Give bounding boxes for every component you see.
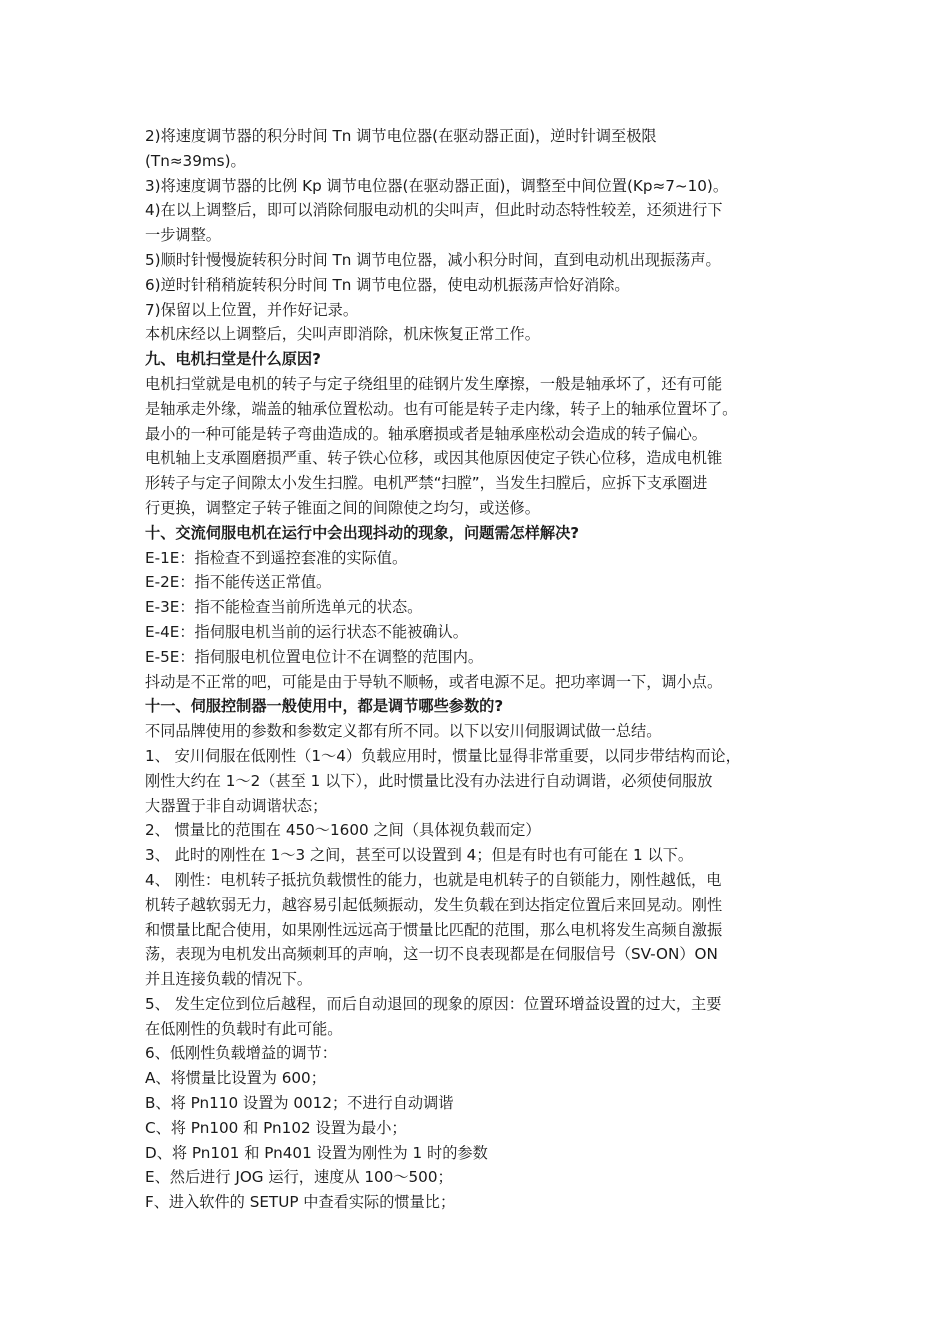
text-line: A、将惯量比设置为 600； (145, 1069, 326, 1088)
text-line: 1、 安川伺服在低刚性（1～4）负载应用时，惯量比显得非常重要，以同步带结构而论， (145, 746, 741, 765)
section-heading: 十、交流伺服电机在运行中会出现抖动的现象，问题需怎样解决? (145, 523, 580, 542)
text-line: E-5E：指伺服电机位置电位计不在调整的范围内。 (145, 647, 484, 666)
text-line: 形转子与定子间隙太小发生扫膛。电机严禁“扫膛”，当发生扫膛后，应拆下支承圈进 (145, 474, 708, 493)
text-line: 机转子越软弱无力，越容易引起低频振动，发生负载在到达指定位置后来回晃动。刚性 (145, 895, 723, 914)
text-line: 6、低刚性负载增益的调节： (145, 1044, 337, 1063)
text-line: 是轴承走外缘，端盖的轴承位置松动。也有可能是转子走内缘，转子上的轴承位置坏了。 (145, 399, 738, 418)
text-line: 大器置于非自动调谐状态； (145, 796, 328, 815)
text-line: E-3E：指不能检查当前所选单元的状态。 (145, 598, 423, 617)
text-line: 并且连接负载的情况下。 (145, 970, 313, 989)
text-line: 5、 发生定位到位后越程，而后自动退回的现象的原因：位置环增益设置的过大，主要 (145, 994, 722, 1013)
text-line: 不同品牌使用的参数和参数定义都有所不同。以下以安川伺服调试做一总结。 (145, 722, 662, 741)
text-line: 一步调整。 (145, 226, 221, 245)
text-line: 6)逆时针稍稍旋转积分时间 Tn 调节电位器，使电动机振荡声恰好消除。 (145, 275, 630, 294)
text-line: 3、 此时的刚性在 1～3 之间，甚至可以设置到 4；但是有时也有可能在 1 以下。 (145, 846, 694, 865)
text-line: 7)保留以上位置，并作好记录。 (145, 300, 359, 319)
text-line: (Tn≈39ms)。 (145, 151, 246, 170)
text-line: 抖动是不正常的吧，可能是由于导轨不顺畅，或者电源不足。把功率调一下，调小点。 (145, 672, 723, 691)
text-line: 2)将速度调节器的积分时间 Tn 调节电位器(在驱动器正面)，逆时针调至极限 (145, 127, 657, 145)
text-line: 4、 刚性：电机转子抵抗负载惯性的能力，也就是电机转子的自锁能力，刚性越低，电 (145, 870, 722, 889)
text-line: 行更换，调整定子转子锥面之间的间隙使之均匀，或送修。 (145, 498, 540, 517)
text-line: 3)将速度调节器的比例 Kp 调节电位器(在驱动器正面)，调整至中间位置(Kp≈7~10)。 (145, 176, 729, 195)
section-heading: 九、电机扫堂是什么原因? (145, 350, 321, 369)
text-line: 最小的一种可能是转子弯曲造成的。轴承磨损或者是轴承座松动会造成的转子偏心。 (145, 424, 707, 443)
text-line: E-4E：指伺服电机当前的运行状态不能被确认。 (145, 622, 468, 641)
text-line: D、将 Pn101 和 Pn401 设置为刚性为 1 时的参数 (145, 1143, 488, 1162)
text-line: B、将 Pn110 设置为 0012；不进行自动调谐 (145, 1094, 454, 1113)
text-line: E-2E：指不能传送正常值。 (145, 573, 332, 592)
text-line: 和惯量比配合使用，如果刚性远远高于惯量比匹配的范围，那么电机将发生高频自激振 (145, 920, 723, 939)
text-line: 本机床经以上调整后，尖叫声即消除，机床恢复正常工作。 (145, 325, 540, 344)
text-line: 2、 惯量比的范围在 450～1600 之间（具体视负载而定） (145, 821, 541, 840)
text-line: F、进入软件的 SETUP 中查看实际的惯量比； (145, 1193, 456, 1212)
text-line: C、将 Pn100 和 Pn102 设置为最小； (145, 1118, 407, 1137)
text-line: 荡，表现为电机发出高频刺耳的声响，这一切不良表现都是在伺服信号（SV-ON）ON (145, 945, 718, 964)
text-line: 在低刚性的负载时有此可能。 (145, 1019, 343, 1038)
text-line: 电机轴上支承圈磨损严重、转子铁心位移，或因其他原因使定子铁心位移，造成电机锥 (145, 449, 723, 468)
section-heading: 十一、伺服控制器一般使用中，都是调节哪些参数的? (145, 697, 504, 716)
document-page (145, 124, 815, 1215)
text-line: 电机扫堂就是电机的转子与定子绕组里的硅钢片发生摩擦，一般是轴承坏了，还有可能 (145, 374, 723, 393)
text-line: 5)顺时针慢慢旋转积分时间 Tn 调节电位器，减小积分时间，直到电动机出现振荡声。 (145, 250, 721, 269)
text-line: E-1E：指检查不到遥控套准的实际值。 (145, 548, 408, 567)
text-line: 4)在以上调整后，即可以消除伺服电动机的尖叫声，但此时动态特性较差，还须进行下 (145, 201, 723, 220)
text-line: E、然后进行 JOG 运行，速度从 100～500； (145, 1168, 453, 1187)
text-line: 刚性大约在 1～2（甚至 1 以下），此时惯量比没有办法进行自动调谐，必须使伺服放 (145, 771, 713, 790)
